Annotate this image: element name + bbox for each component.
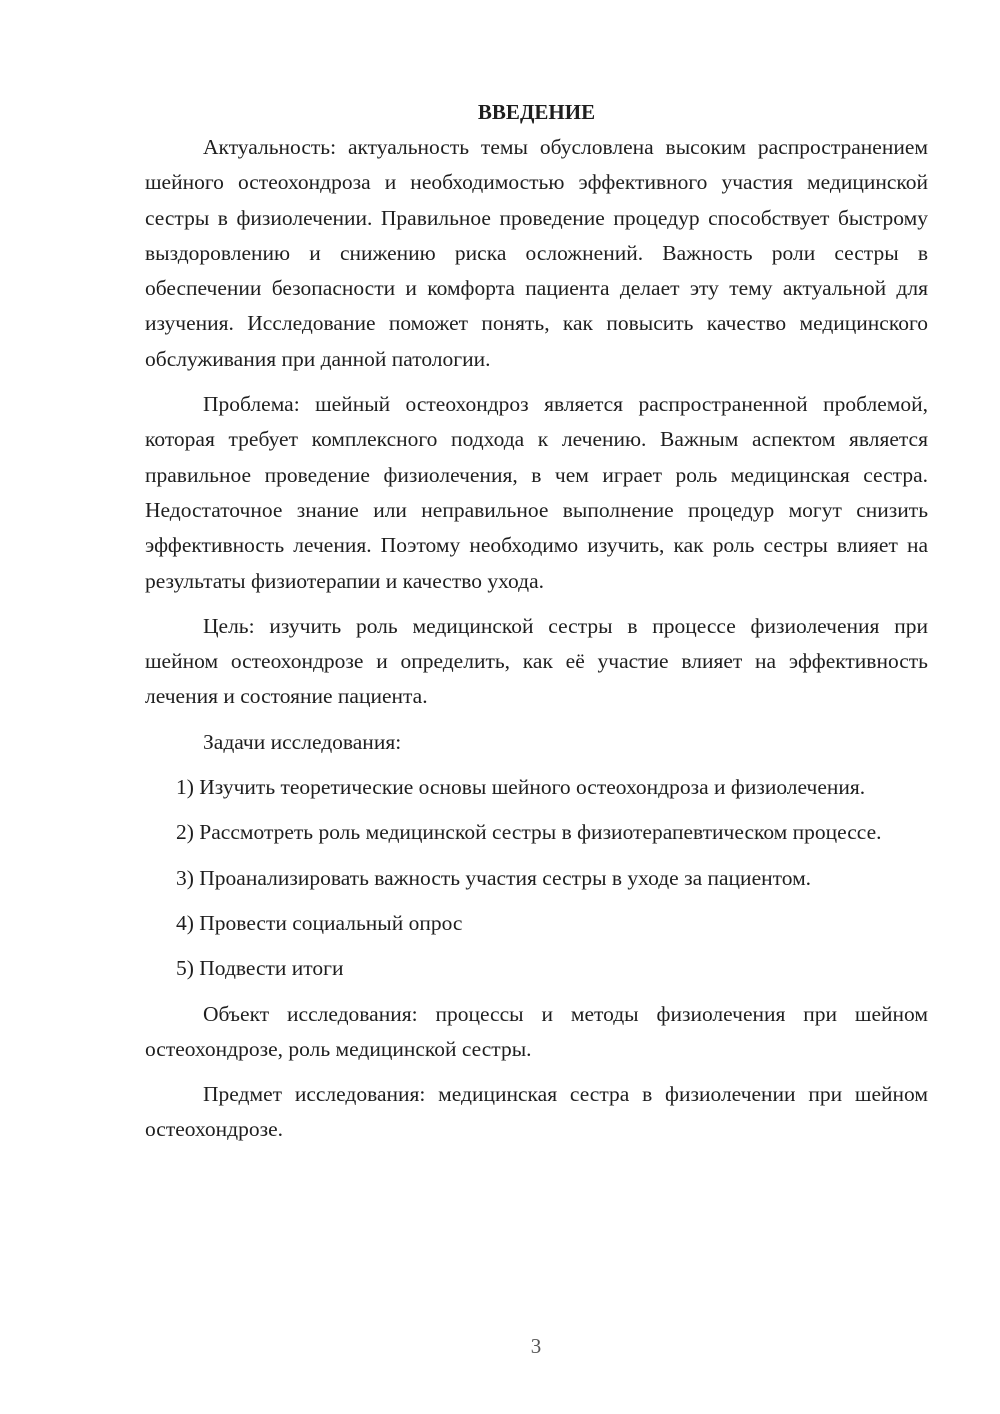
task-item-3: 3) Проанализировать важность участия сестры в уходе за пациентом. <box>176 865 812 890</box>
task-item-5: 5) Подвести итоги <box>176 956 344 981</box>
subject-paragraph: Предмет исследования: медицинская сестра в физиолечении при шейном остеохондрозе. <box>145 1082 928 1142</box>
task-item-4: 4) Провести социальный опрос <box>176 910 463 935</box>
problem-paragraph: Проблема: шейный остеохондроз является распространенной проблемой, которая требует комплексного подхода к лечению. Важным аспектом является правильное проведение физиолечения, в чем играет роль медицинская сестра. Недостаточное знание или неправильное выполнение процедур могут снизить эффективность лечения. Поэтому необходимо изучить, как роль сестры влияет на результаты физиотерапии и качество ухода. <box>145 392 928 593</box>
task-item-1: 1) Изучить теоретические основы шейного остеохондроза и физиолечения. <box>176 775 866 800</box>
relevance-paragraph: Актуальность: актуальность темы обусловлена высоким распространением шейного остеохондроза и необходимостью эффективного участия медицинской сестры в физиолечении. Правильное проведение процедур способствует быстрому выздоровлению и снижению риска осложнений. Важность роли сестры в обеспечении безопасности и комфорта пациента делает эту тему актуальной для изучения. Исследование поможет понять, как повысить качество медицинского обслуживания при данной патологии. <box>145 135 928 371</box>
goal-paragraph: Цель: изучить роль медицинской сестры в процессе физиолечения при шейном остеохондрозе и определить, как её участие влияет на эффективность лечения и состояние пациента. <box>145 613 928 709</box>
task-item-2: 2) Рассмотреть роль медицинской сестры в физиотерапевтическом процессе. <box>176 820 882 845</box>
page-number: 3 <box>530 1334 542 1358</box>
document-page <box>145 95 928 1158</box>
tasks-heading: Задачи исследования: <box>203 729 402 754</box>
section-heading: ВВЕДЕНИЕ <box>477 100 596 124</box>
object-paragraph: Объект исследования: процессы и методы физиолечения при шейном остеохондрозе, роль медицинской сестры. <box>145 1001 928 1061</box>
